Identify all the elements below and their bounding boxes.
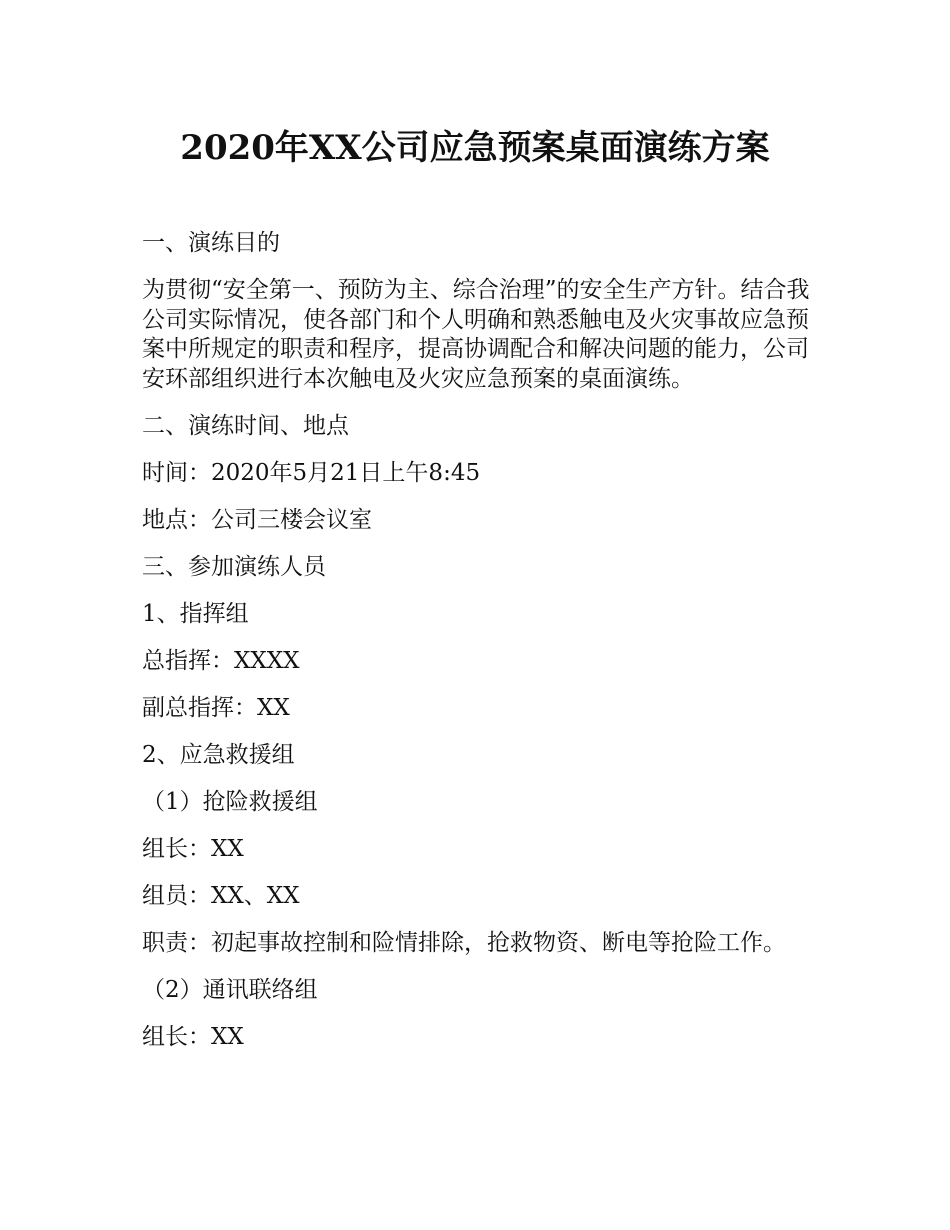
subheading-rescue-team: （1）抢险救援组	[142, 788, 318, 815]
rescue-duty-line: 职责：初起事故控制和险情排除，抢救物资、断电等抢险工作。	[142, 929, 786, 956]
paragraph-purpose: 为贯彻“安全第一、预防为主、综合治理”的安全生产方针。结合我公司实际情况，使各部门和个人明确和熟悉触电及火灾事故应急预案中所规定的职责和程序，提高协调配合和解决问题的能力，公司安环部组织进行本次触电及火灾应急预案的桌面演练。	[142, 277, 810, 392]
subheading-rescue-group: 2、应急救援组	[142, 741, 295, 768]
heading-purpose: 一、演练目的	[142, 230, 280, 256]
heading-time-place: 二、演练时间、地点	[142, 412, 349, 439]
deputy-commander-line: 副总指挥：XX	[142, 694, 290, 721]
document-body	[142, 229, 832, 1070]
rescue-leader-line: 组长：XX	[142, 835, 244, 862]
communication-leader-line: 组长：XX	[142, 1023, 244, 1050]
document-title: 2020年XX公司应急预案桌面演练方案	[180, 128, 770, 168]
rescue-members-line: 组员：XX、XX	[142, 882, 300, 909]
place-line: 地点：公司三楼会议室	[142, 506, 372, 533]
subheading-command-group: 1、指挥组	[142, 600, 249, 627]
commander-line: 总指挥：XXXX	[142, 647, 300, 674]
time-line: 时间：2020年5月21日上午8:45	[142, 459, 481, 486]
heading-participants: 三、参加演练人员	[142, 553, 326, 580]
subheading-communication-team: （2）通讯联络组	[142, 976, 318, 1003]
